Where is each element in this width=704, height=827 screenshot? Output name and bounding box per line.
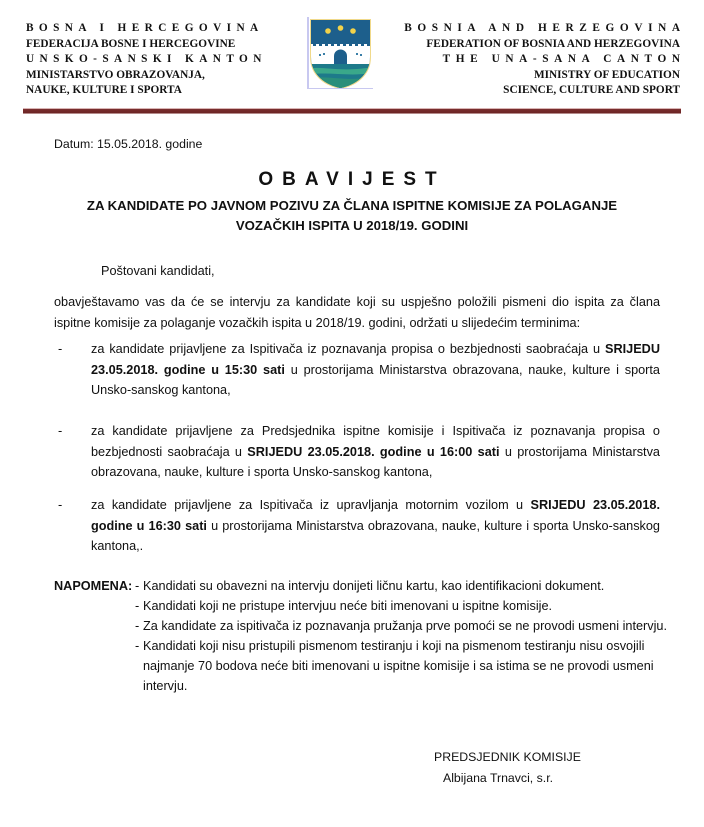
letterhead-right <box>404 21 686 99</box>
bullet-dash: - <box>58 498 63 512</box>
item-location: u prostorijama Ministarstva obrazovana, nauke, kulture i sporta Unsko-sanskog kantona, <box>91 444 660 479</box>
note-text: Kandidati su obavezni na intervju donijeti ličnu kartu, kao identifikacioni dokument. <box>143 579 605 593</box>
item-location: u prostorijama Ministarstva obrazovana, nauke, kulture i sporta Unsko-sanskog kantona,. <box>91 518 660 553</box>
country-name-bs: BOSNA I HERCEGOVINA <box>26 22 264 34</box>
note-item: - Kandidati su obavezni na intervju donijeti ličnu kartu, kao identifikacioni dokument. <box>135 579 605 593</box>
canton-name-bs: UNSKO-SANSKI KANTON <box>26 53 267 66</box>
ministry-scope-bs: NAUKE, KULTURE I SPORTA <box>26 84 182 97</box>
bullet-dash: - <box>58 424 63 438</box>
country-name-en: BOSNIA AND HERZEGOVINA <box>404 22 686 34</box>
letterhead-separator <box>23 108 681 114</box>
federation-name-bs: FEDERACIJA BOSNE I HERCEGOVINE <box>26 37 236 50</box>
signature-name: Albijana Trnavci, s.r. <box>443 770 554 785</box>
letterhead-left <box>26 21 267 99</box>
document-subtitle <box>0 196 704 236</box>
note-list <box>135 576 695 696</box>
note-text: Za kandidate za ispitivača iz poznavanja pružanja prve pomoći se ne provodi usmeni intervju. <box>143 619 667 633</box>
ministry-name-bs: MINISTARSTVO OBRAZOVANJA, <box>26 68 205 81</box>
document-date: Datum: 15.05.2018. godine <box>54 137 203 151</box>
note-text: Kandidati koji ne pristupe intervjuu neće biti imenovani u ispitne komisije. <box>143 599 553 613</box>
canton-name-en: THE UNA-SANA CANTON <box>442 53 686 66</box>
coat-of-arms-icon <box>307 17 373 89</box>
note-text: Kandidati koji nisu pristupili pismenom testiranju i koji na pismenom testiranju nisu osvojili najmanje 70 bodova neće biti imenovani u ispitne komisije i sa istima se ne provodi usmeni intervju. <box>143 639 654 693</box>
schedule-item <box>54 339 660 401</box>
ministry-name-en: MINISTRY OF EDUCATION <box>533 68 680 81</box>
ministry-scope-en: SCIENCE, CULTURE AND SPORT <box>503 84 680 97</box>
item-text: za kandidate prijavljene za Ispitivača iz upravljanja motornim vozilom u <box>91 498 531 512</box>
federation-name-en: FEDERATION OF BOSNIA AND HERZEGOVINA <box>426 37 680 50</box>
document-title: OBAVIJEST <box>258 169 446 190</box>
item-datetime: SRIJEDU 23.05.2018. godine u 16:30 sati <box>91 498 660 533</box>
note-item: - Kandidati koji ne pristupe intervjuu neće biti imenovani u ispitne komisije. <box>135 599 553 613</box>
greeting: Poštovani kandidati, <box>101 264 215 278</box>
schedule-item <box>54 421 660 483</box>
bullet-dash: - <box>58 342 63 356</box>
note-item: - Za kandidate za ispitivača iz poznavanja pružanja prve pomoći se ne provodi usmeni intervju. <box>135 619 667 633</box>
signature-block <box>434 747 581 788</box>
item-location: u prostorijama Ministarstva obrazovana, nauke, kulture i sporta Unsko-sanskog kantona, <box>91 362 660 397</box>
logo-base-line <box>307 88 373 89</box>
item-datetime: SRIJEDU 23.05.2018. godine u 15:30 sati <box>91 342 660 377</box>
item-text: za kandidate prijavljene za Ispitivača iz poznavanja propisa o bezbjednosti saobraćaja u <box>91 342 605 356</box>
signature-title: PREDSJEDNIK KOMISIJE <box>434 750 581 764</box>
intro-paragraph: obavještavamo vas da će se intervju za kandidate koji su uspješno položili pismeni dio ispita za člana ispitne komisije za polaganje vozačkih ispita u 2018/19. godini, održati u slijedećim terminima: <box>54 295 660 330</box>
item-text: za kandidate prijavljene za Predsjednika ispitne komisije i Ispitivača iz poznavanja propisa o bezbjednosti saobraćaja u <box>91 424 660 459</box>
note-label: NAPOMENA: <box>54 579 133 593</box>
subtitle-line-1: ZA KANDIDATE PO JAVNOM POZIVU ZA ČLANA ISPITNE KOMISIJE ZA POLAGANJE <box>86 198 618 213</box>
note-item: - Kandidati koji nisu pristupili pismenom testiranju i koji na pismenom testiranju nisu osvojili najmanje 70 bodova neće biti imenovani u ispitne komisije i sa istima se ne provodi usmeni intervju. <box>135 639 654 693</box>
item-datetime: SRIJEDU 23.05.2018. godine u 16:00 sati <box>247 444 500 459</box>
subtitle-line-2: VOZAČKIH ISPITA U 2018/19. GODINI <box>235 218 469 233</box>
schedule-item <box>54 495 660 557</box>
